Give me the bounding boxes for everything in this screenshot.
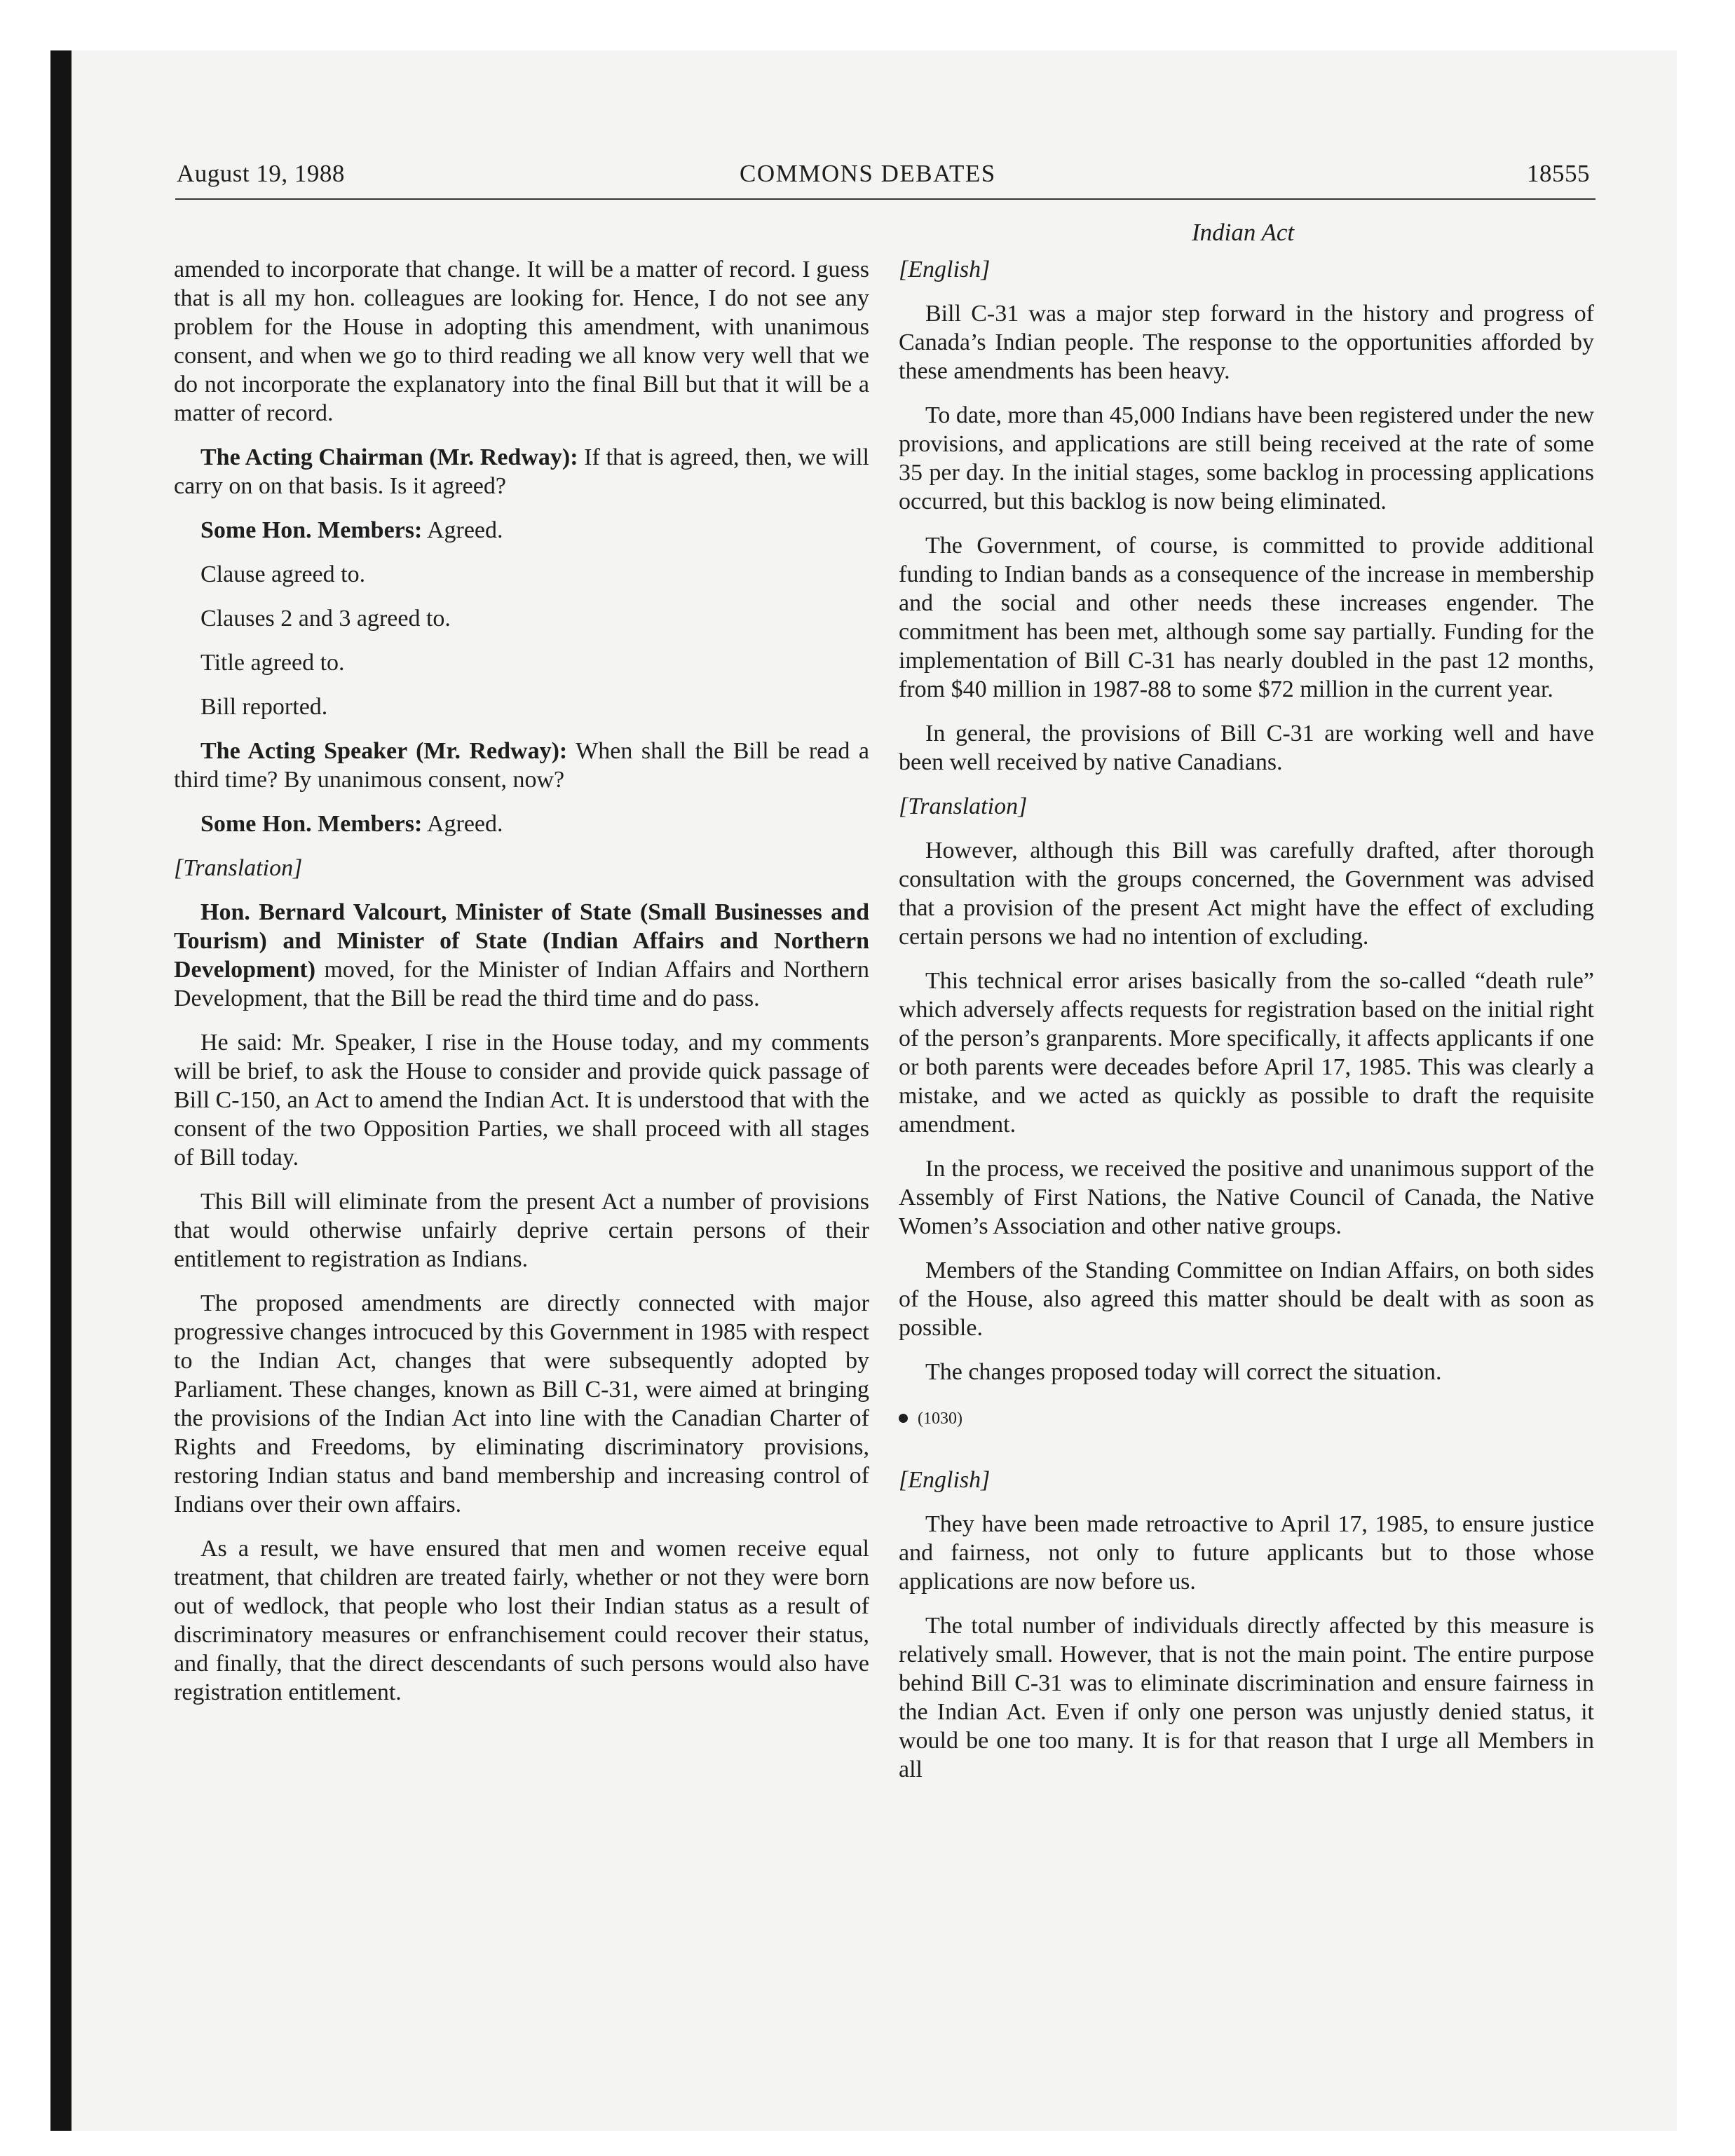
language-label-text: Translation [183, 855, 294, 881]
speaker-name: The Acting Chairman (Mr. Redway): [200, 444, 578, 470]
speech-text: Agreed. [422, 517, 503, 543]
speech-paragraph [174, 737, 869, 794]
header-date: August 19, 1988 [177, 160, 345, 187]
speech-text: moved, for the Minister of Indian Affairs and Northern Development, that the Bill be read the third time and do pass. [174, 957, 869, 1011]
paragraph: The changes proposed today will correct the situation. [925, 1359, 1442, 1385]
header-page-number: 18555 [1527, 160, 1590, 187]
paragraph: The proposed amendments are directly connected with major progressive changes introcuced by this Government in 1985 with respect to the Indian Act, changes that were subsequently adopted by Parliament. These changes, known as Bill C-31, were aimed at bringing the provisions of the Indian Act into line with the Canadian Charter of Rights and Freedoms, by eliminating discriminatory provisions, restoring Indian status and band membership and increasing control of Indians over their own affairs. [174, 1290, 869, 1517]
paragraph: amended to incorporate that change. It will be a matter of record. I guess that is all my hon. colleagues are looking for. Hence, I do not see any problem for the House in adopting this amendment, with unanimous consent, and when we go to third reading we all know very well that we do not incorporate the explanatory into the final Bill but that it will be a matter of record. [174, 257, 869, 426]
speech-text: When shall the Bill be read a third time? By unanimous consent, now? [174, 738, 869, 793]
paragraph: Members of the Standing Committee on Indian Affairs, on both sides of the House, also agreed this matter should be dealt with as soon as possible. [899, 1257, 1594, 1341]
speaker-name: Hon. Bernard Valcourt, Minister of State (Small Businesses and Tourism) and Minister of State (Indian Affairs and Northern Development) [174, 899, 869, 983]
paragraph: The Government, of course, is committed to provide additional funding to Indian bands as a consequence of the increase in membership and the social and other needs these increases engender. The commitment has been met, although some say partially. Funding for the implementation of Bill C-31 has nearly doubled in the past 12 months, from $40 million in 1987-88 to some $72 million in the current year. [899, 533, 1594, 702]
language-label: [English] [899, 257, 991, 282]
language-label: [English] [899, 1467, 991, 1493]
right-column [899, 255, 1594, 1799]
speech-text: If that is agreed, then, we will carry on on that basis. Is it agreed? [174, 444, 869, 499]
paragraph: To date, more than 45,000 Indians have been registered under the new provisions, and applications are still being received at the rate of some 35 per day. In the initial stages, some backlog in processing applications occurred, but this backlog is now being eliminated. [899, 402, 1595, 514]
header-title: COMMONS DEBATES [740, 160, 996, 187]
language-label: [Translation] [899, 793, 1028, 819]
language-label: [Translation] [174, 855, 303, 881]
speech-paragraph [174, 810, 869, 838]
speech-text: Agreed. [422, 811, 503, 837]
left-column [174, 255, 869, 1722]
paragraph: In general, the provisions of Bill C-31 are working well and have been well received by native Canadians. [899, 721, 1594, 775]
procedural-note: Bill reported. [200, 694, 328, 720]
procedural-note: Title agreed to. [200, 650, 345, 676]
language-label-text: English [908, 257, 981, 282]
paragraph: The total number of individuals directly affected by this measure is relatively small. However, that is not the main point. The entire purpose behind Bill C-31 was to eliminate discrimination and ensure fairness in the Indian Act. Even if only one person was unjustly denied status, it would be one too many. It is for that reason that I urge all Members in all [899, 1613, 1594, 1782]
speaker-name: Some Hon. Members: [200, 811, 423, 837]
speaker-name: The Acting Speaker (Mr. Redway): [200, 738, 568, 764]
paragraph: He said: Mr. Speaker, I rise in the House today, and my comments will be brief, to ask the House to consider and provide quick passage of Bill C-150, an Act to amend the Indian Act. It is understood that with the consent of the two Opposition Parties, we shall proceed with all stages of Bill today. [174, 1030, 869, 1171]
paragraph: As a result, we have ensured that men and women receive equal treatment, that children are treated fairly, whether or not they were born out of wedlock, that people who lost their Indian status as a result of discriminatory measures or enfranchisement could recover their status, and finally, that the direct descendants of such persons would also have registration entitlement. [174, 1536, 869, 1705]
paragraph: This technical error arises basically from the so-called “death rule” which adversely affects requests for registration based on the initial right of the person’s granparents. More specifically, it affects applicants if one or both parents were deceades before April 17, 1985. This was clearly a mistake, and we acted as quickly as possible to draft the requisite amendment. [899, 968, 1594, 1138]
paragraph: This Bill will eliminate from the present Act a number of provisions that would otherwise unfairly deprive certain persons of their entitlement to registration as Indians. [174, 1189, 869, 1272]
procedural-note: Clauses 2 and 3 agreed to. [200, 606, 451, 632]
bullet-icon [899, 1414, 908, 1423]
speech-paragraph [174, 898, 869, 1013]
time-marker-text: (1030) [918, 1410, 962, 1428]
binding-edge [50, 50, 72, 2131]
language-label-text: Translation [908, 793, 1019, 819]
procedural-note: Clause agreed to. [200, 561, 366, 587]
speech-paragraph [174, 443, 869, 500]
paragraph: However, although this Bill was carefully drafted, after thorough consultation with the groups concerned, the Government was advised that a provision of the present Act might have the effect of excluding certain persons we had no intention of excluding. [899, 838, 1594, 950]
language-label-text: English [908, 1467, 981, 1493]
running-head: Indian Act [1192, 219, 1295, 246]
speech-paragraph [174, 516, 869, 545]
paragraph: In the process, we received the positive and unanimous support of the Assembly of First Nations, the Native Council of Canada, the Native Women’s Association and other native groups. [899, 1156, 1594, 1239]
speaker-name: Some Hon. Members: [200, 517, 423, 543]
time-marker [899, 1402, 1594, 1433]
paragraph: Bill C-31 was a major step forward in the history and progress of Canada’s Indian people. The response to the opportunities afforded by these amendments has been heavy. [899, 301, 1594, 384]
header-rule [175, 198, 1595, 200]
paragraph: They have been made retroactive to April 17, 1985, to ensure justice and fairness, not only to future applicants but to those whose applications are now before us. [899, 1511, 1594, 1595]
